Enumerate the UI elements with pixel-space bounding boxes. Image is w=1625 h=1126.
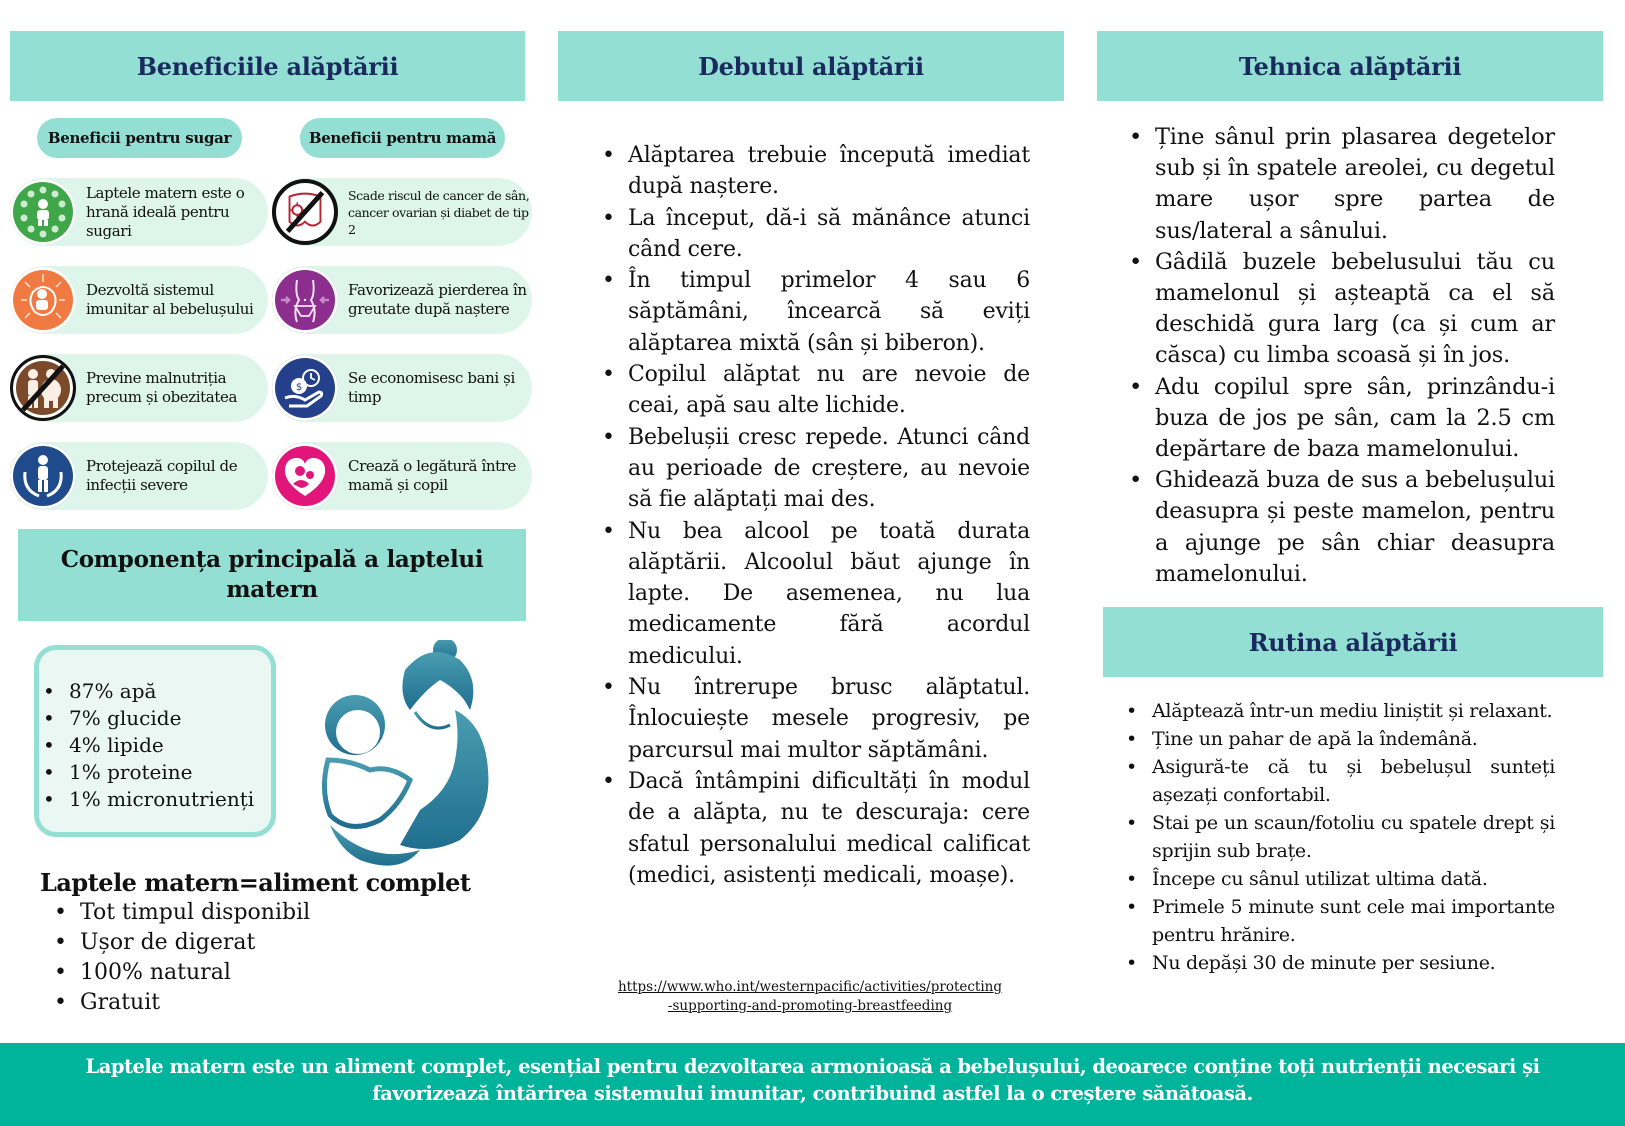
baby-immunity-icon: [10, 267, 76, 333]
routine-item: • Stai pe un scaun/fotoliu cu spatele drept și sprijin sub brațe.: [1122, 809, 1555, 865]
routine-item: • Ține un pahar de apă la îndemână.: [1122, 725, 1555, 753]
complete-food-item: • Tot timpul disponibil: [50, 898, 310, 928]
composition-item: • 7% glucide: [39, 705, 271, 732]
technique-item: • Adu copilul spre sân, prinzându-i buza de jos pe sân, cam la 2.5 cm depărtare de baza mamelonului.: [1125, 372, 1555, 466]
weight-loss-icon: [272, 267, 338, 333]
routine-item: • Începe cu sânul utilizat ultima dată.: [1122, 865, 1555, 893]
start-item: • Bebelușii cresc repede. Atunci când au perioade de creștere, au nevoie să fie alăptați mai des.: [598, 422, 1030, 516]
svg-text:$: $: [295, 382, 303, 393]
mother-benefit-text: Favorizează pierderea în greutate după naștere: [348, 281, 527, 318]
source-link-line1[interactable]: https://www.who.int/westernpacific/activities/protecting: [617, 979, 1003, 995]
no-obesity-icon: [10, 355, 76, 421]
routine-item: • Asigură-te că tu și bebelușul sunteți așezați confortabil.: [1122, 753, 1555, 809]
composition-item: • 1% proteine: [39, 759, 271, 786]
source-link[interactable]: [580, 978, 1040, 1016]
infant-benefit-2: [10, 266, 268, 334]
composition-title: Componența principală a laptelui matern: [60, 546, 484, 603]
infant-benefit-text: Previne malnutriția precum și obezitatea: [86, 369, 237, 406]
start-item: • Nu bea alcool pe toată durata alăptării. Alcoolul băut ajunge în lapte. De asemenea, nu lua medicamente fără acordul medicului.: [598, 516, 1030, 672]
complete-food-item: • Ușor de digerat: [50, 928, 310, 958]
start-header: [558, 31, 1064, 101]
start-item: • Dacă întâmpini dificultăți în modul de a alăpta, nu te descuraja: cere sfatul personalului medical calificat (medici, asistenți medicali, moașe).: [598, 766, 1030, 891]
baby-nutrients-icon: [10, 179, 76, 245]
source-link-line2[interactable]: -supporting-and-promoting-breastfeeding: [667, 998, 953, 1014]
technique-item: • Ține sânul prin plasarea degetelor sub și în spatele areolei, cu degetul mare ușor spre partea de sus/lateral a sânului.: [1125, 122, 1555, 247]
footer-text: Laptele matern este un aliment complet, esențial pentru dezvoltarea armonioasă a bebelușului, deoarece conține toți nutrienții necesari și favorizează întărirea sistemului imunitar, contribuind astfel la o creștere sănătoasă.: [85, 1055, 1540, 1105]
composition-header: [18, 529, 526, 621]
mother-benefit-2: [272, 266, 532, 334]
routine-title: Rutina alăptării: [1248, 627, 1458, 657]
pill-mother-benefits: [300, 118, 505, 158]
mother-benefit-3: [272, 354, 532, 422]
composition-box: [34, 645, 276, 837]
pill-infant-benefits: [37, 118, 242, 158]
technique-item: • Ghidează buza de sus a bebelușului deasupra și peste mamelon, pentru a ajunge pe sân chiar deasupra mamelonului.: [1125, 465, 1555, 590]
infant-benefit-4: [10, 442, 268, 510]
benefits-header: [10, 31, 525, 101]
technique-item: • Gâdilă buzele bebelusului tău cu mamelonul și așteaptă ca el să deschidă gura larg (ca și cum ar căsca) cu limba scoasă și în jos.: [1125, 247, 1555, 372]
infant-benefit-text: Protejează copilul de infecții severe: [86, 457, 238, 494]
routine-item: • Nu depăși 30 de minute per sesiune.: [1122, 949, 1555, 977]
mother-baby-illustration: [310, 640, 500, 870]
mother-benefit-text: Scade riscul de cancer de sân, cancer ovarian și diabet de tip 2: [348, 187, 530, 237]
routine-item: • Primele 5 minute sunt cele mai importante pentru hrănire.: [1122, 893, 1555, 949]
pill-infant-label: Beneficii pentru sugar: [47, 129, 232, 147]
complete-food-list: [50, 898, 310, 1018]
protected-child-icon: [10, 443, 76, 509]
composition-item: • 87% apă: [39, 678, 271, 705]
mother-benefit-text: Se economisesc bani și timp: [348, 369, 515, 406]
composition-item: • 4% lipide: [39, 732, 271, 759]
money-time-icon: [272, 355, 338, 421]
technique-header: [1097, 31, 1603, 101]
technique-list: [1125, 122, 1555, 590]
start-title: Debutul alăptării: [698, 51, 924, 81]
complete-food-title: Laptele matern=aliment complet: [40, 868, 471, 897]
start-item: • Alăptarea trebuie începută imediat după naștere.: [598, 140, 1030, 203]
start-item: • Copilul alăptat nu are nevoie de ceai, apă sau alte lichide.: [598, 359, 1030, 422]
infant-benefit-3: [10, 354, 268, 422]
composition-item: • 1% micronutrienți: [39, 786, 271, 813]
infant-benefit-1: [10, 178, 268, 246]
mother-benefit-1: [272, 178, 532, 246]
start-list: [598, 140, 1030, 891]
benefits-title: Beneficiile alăptării: [136, 51, 399, 81]
routine-item: • Alăptează într-un mediu liniștit și relaxant.: [1122, 697, 1555, 725]
start-item: • În timpul primelor 4 sau 6 săptămâni, încearcă să eviți alăptarea mixtă (sân și biberon).: [598, 265, 1030, 359]
technique-title: Tehnica alăptării: [1238, 51, 1462, 81]
routine-header: [1103, 607, 1603, 677]
start-item: • La început, dă-i să mănânce atunci când cere.: [598, 203, 1030, 266]
no-cancer-icon: [272, 179, 338, 245]
footer-banner: [0, 1043, 1625, 1126]
start-item: • Nu întrerupe brusc alăptatul. Înlocuiește mesele progresiv, pe parcursul mai multor săptămâni.: [598, 672, 1030, 766]
routine-list: [1122, 697, 1555, 977]
mother-child-heart-icon: [272, 443, 338, 509]
complete-food-item: • Gratuit: [50, 988, 310, 1018]
infant-benefit-text: Dezvoltă sistemul imunitar al bebelușului: [86, 281, 254, 318]
mother-benefit-text: Crează o legătură între mamă și copil: [348, 457, 517, 494]
mother-benefit-4: [272, 442, 532, 510]
pill-mother-label: Beneficii pentru mamă: [308, 129, 497, 147]
complete-food-item: • 100% natural: [50, 958, 310, 988]
infant-benefit-text: Laptele matern este o hrană ideală pentru sugari: [86, 183, 245, 240]
